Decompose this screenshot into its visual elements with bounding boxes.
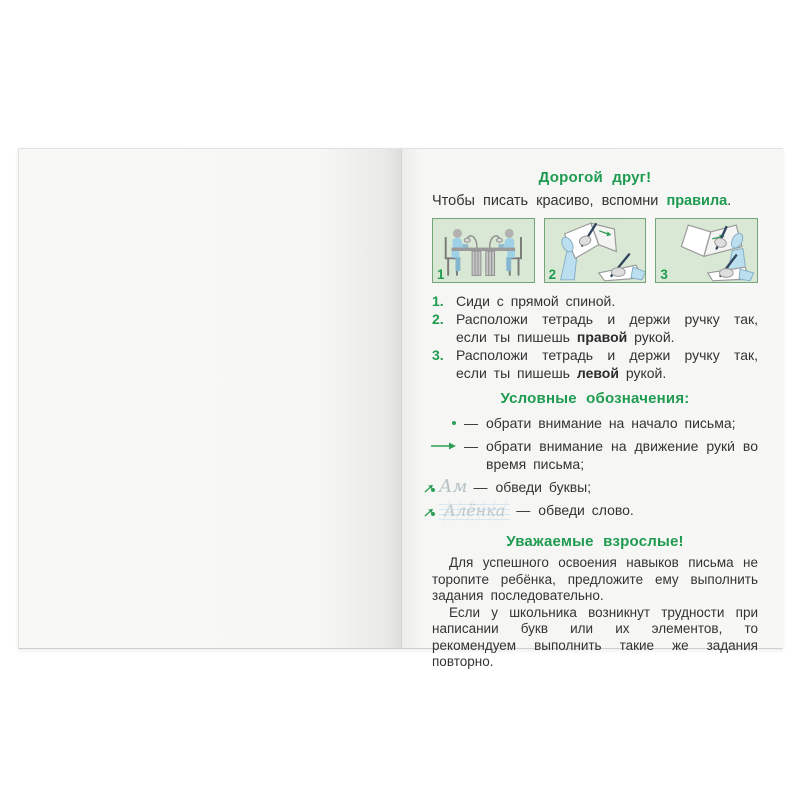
intro-line bbox=[432, 192, 758, 211]
legend-item-movement-arrow bbox=[432, 437, 758, 473]
sample-arrow-icon bbox=[417, 477, 437, 498]
writing-rules-list bbox=[432, 292, 758, 382]
figure-number: 2 bbox=[548, 267, 557, 282]
figure-number: 3 bbox=[660, 267, 668, 282]
legend-item-trace-letters bbox=[432, 478, 758, 496]
rule-illustrations bbox=[432, 218, 758, 283]
legend-text: обведи буквы; bbox=[495, 479, 592, 495]
legend-dash: — bbox=[464, 415, 478, 431]
intro-period: . bbox=[727, 193, 732, 209]
legend-text: обведи слово. bbox=[538, 502, 634, 518]
rule-number: 3. bbox=[432, 347, 444, 363]
adults-paragraph-2: Если у школьника возникнут трудности при написании букв или их элементов, то рекомендуем выполнить такие же задания повторно. bbox=[432, 604, 758, 669]
rule-text: Расположи тетрадь и держи ручку так, если ты пишешь левой рукой. bbox=[456, 347, 758, 381]
handwriting-letters: Ам bbox=[438, 476, 468, 497]
rule-text: Расположи тетрадь и держи ручку так, если ты пишешь правой рукой. bbox=[456, 311, 758, 345]
right-page bbox=[402, 149, 784, 669]
book-spread bbox=[18, 148, 783, 669]
legend-dash: — bbox=[473, 479, 488, 495]
rule-number: 1. bbox=[432, 293, 444, 309]
notebook-left-hand-drawing bbox=[656, 219, 757, 282]
notebook-right-hand-drawing bbox=[545, 219, 646, 282]
rule-item-1 bbox=[432, 292, 758, 310]
legend-dash: — bbox=[516, 502, 531, 518]
figure-number: 1 bbox=[437, 267, 445, 282]
sample-arrow-icon bbox=[417, 501, 437, 522]
trace-word-sample bbox=[422, 501, 510, 521]
rule-item-3 bbox=[432, 346, 758, 382]
movement-arrow-icon bbox=[430, 442, 456, 450]
adults-heading: Уважаемые взрослые! bbox=[506, 533, 684, 550]
trace-letters-sample bbox=[422, 478, 467, 496]
illustration-notebook-left-hand bbox=[655, 218, 758, 283]
legend-item-trace-word bbox=[432, 501, 758, 521]
start-dot-icon bbox=[452, 421, 456, 425]
sitting-posture-drawing bbox=[433, 219, 534, 282]
illustration-sitting-posture bbox=[432, 218, 535, 283]
illustration-notebook-right-hand bbox=[544, 218, 647, 283]
legend-dash: — bbox=[464, 438, 478, 454]
legend-text: обрати внимание на начало письма; bbox=[486, 415, 736, 431]
rule-text: Сиди с прямой спиной. bbox=[456, 293, 616, 309]
adults-paragraph-1: Для успешного освоения навыков письма не торопите ребёнка, предложите ему выполнить задания последовательно. bbox=[432, 555, 758, 603]
handwriting-word: Алёнка bbox=[439, 500, 510, 522]
legend-item-start-dot bbox=[432, 414, 758, 432]
rule-item-2 bbox=[432, 310, 758, 346]
legend-text: обрати внимание на движение руки́ во время письма; bbox=[486, 438, 758, 472]
legend-heading: Условные обозначения: bbox=[500, 390, 690, 407]
rule-number: 2. bbox=[432, 311, 444, 327]
intro-text: Чтобы писать красиво, вспомни bbox=[432, 193, 667, 209]
left-page-blank bbox=[19, 149, 401, 648]
intro-highlight: правила bbox=[666, 193, 728, 209]
greeting-heading: Дорогой друг! bbox=[538, 169, 652, 186]
